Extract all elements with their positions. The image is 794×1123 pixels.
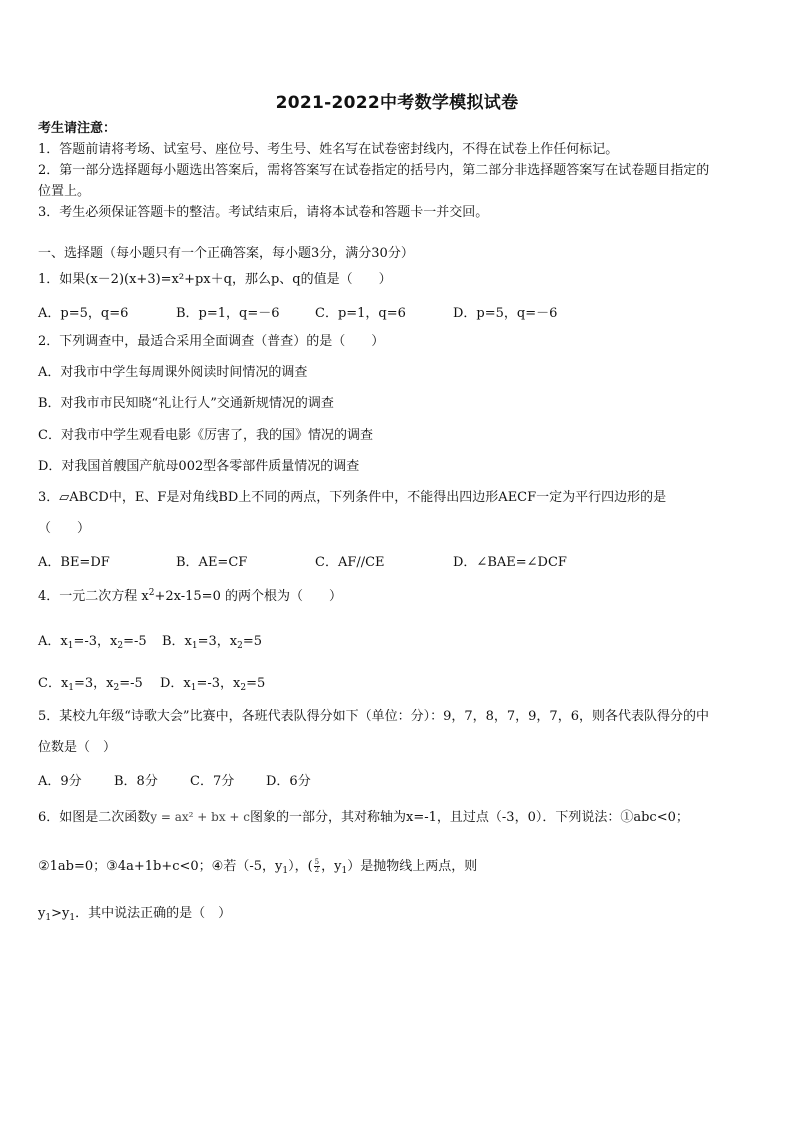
question-6-text: ，y (321, 859, 342, 874)
question-6-text: 6．如图是二次函数 (38, 810, 151, 825)
subscript: 1 (341, 866, 348, 876)
question-2-option-d: D．对我国首艘国产航母002型各零部件质量情况的调查 (38, 459, 360, 474)
subscript: 2 (117, 641, 124, 651)
section-heading: 一、选择题（每小题只有一个正确答案，每小题3分，满分30分） (38, 246, 414, 261)
question-1-option-a: A．p=5，q=6 (38, 306, 129, 321)
question-1-stem: 1．如果(x－2)(x+3)=x²+px＋q，那么p、q的值是（ ） (38, 272, 392, 287)
option-text: =-3，x (73, 634, 118, 649)
option-text: =-5 (123, 634, 147, 649)
question-6-text: y (38, 906, 46, 921)
question-4-option-c (38, 672, 143, 691)
notice-item-1: 1．答题前请将考场、试室号、座位号、考生号、姓名写在试卷密封线内，不得在试卷上作任何标记。 (38, 142, 619, 157)
question-1-option-d: D．p=5，q=－6 (453, 306, 558, 321)
exponent: 2 (148, 588, 155, 598)
option-text: D．x (160, 676, 191, 691)
question-3-option-c: C．AF//CE (315, 555, 385, 570)
subscript: 1 (191, 641, 198, 651)
question-6-text: ）是抛物线上两点，则 (347, 859, 478, 874)
option-text: =-5 (119, 676, 143, 691)
question-1-option-c: C．p=1，q=6 (315, 306, 406, 321)
option-text: =3，x (197, 634, 238, 649)
question-5-stem: 5．某校九年级“诗歌大会”比赛中，各班代表队得分如下（单位：分）：9，7，8，7，9，7，6，则各代表队得分的中 (38, 709, 709, 724)
question-6-text: ．其中说法正确的是（ ） (75, 906, 232, 921)
question-3-option-d: D．∠BAE=∠DCF (453, 555, 567, 570)
question-6-stem (38, 808, 689, 827)
question-5-option-c: C．7分 (190, 774, 235, 789)
question-4-stem-text: 4．一元二次方程 x (38, 589, 149, 604)
notice-item-2-cont: 位置上。 (38, 184, 91, 199)
option-text: =5 (246, 676, 266, 691)
question-6-text: ），( (288, 859, 313, 874)
question-5-option-b: B．8分 (114, 774, 158, 789)
subscript: 2 (113, 683, 120, 693)
subscript: 1 (67, 641, 74, 651)
option-text: =5 (242, 634, 263, 649)
question-2-option-c: C．对我市中学生观看电影《厉害了，我的国》情况的调查 (38, 428, 373, 443)
notice-item-2: 2．第一部分选择题每小题选出答案后，需将答案写在试卷指定的括号内，第二部分非选择题答案写在试卷题目指定的 (38, 163, 710, 178)
option-text: A．x (38, 634, 68, 649)
question-6-line-3 (38, 905, 231, 923)
subscript: 2 (240, 683, 247, 693)
subscript: 2 (237, 641, 243, 651)
subscript: 1 (190, 683, 197, 693)
subscript: 1 (68, 683, 75, 693)
question-6-text: ②1ab=0；③4a+1b+c<0；④若（-5，y (38, 859, 283, 874)
question-2-stem: 2．下列调查中，最适合采用全面调查（普查）的是（ ） (38, 334, 385, 349)
page-title: 2021-2022中考数学模拟试卷 (275, 93, 519, 113)
option-text: B．x (162, 634, 192, 649)
subscript: 1 (45, 913, 52, 923)
subscript: 1 (282, 866, 289, 876)
question-2-option-a: A．对我市中学生每周课外阅读时间情况的调查 (38, 365, 308, 380)
notice-item-3: 3．考生必须保证答题卡的整洁。考试结束后，请将本试卷和答题卡一并交回。 (38, 205, 489, 220)
question-3-option-b: B．AE=CF (176, 555, 248, 570)
question-4-stem (38, 588, 342, 606)
question-3-option-a: A．BE=DF (38, 555, 110, 570)
question-3-stem-parens: （ ） (38, 521, 91, 536)
question-1-option-b: B．p=1，q=－6 (176, 306, 280, 321)
option-text: =3，x (74, 676, 114, 691)
question-2-option-b: B．对我市市民知晓“礼让行人”交通新规情况的调查 (38, 396, 334, 411)
notice-heading: 考生请注意： (38, 121, 117, 136)
subscript: 1 (69, 913, 76, 923)
question-4-option-a (38, 630, 147, 649)
question-5-option-a: A．9分 (38, 774, 82, 789)
question-5-stem-cont: 位数是（ ） (38, 740, 117, 755)
option-text: =-3，x (196, 676, 241, 691)
fraction (314, 859, 320, 874)
option-text: C．x (38, 676, 69, 691)
question-3-stem: 3．▱ABCD中，E、F是对角线BD上不同的两点，下列条件中，不能得出四边形AECF一定为平行四边形的是 (38, 490, 667, 505)
question-5-option-d: D．6分 (266, 774, 311, 789)
question-6-text-cont: 图象的一部分，其对称轴为x=-1，且过点（-3，0）．下列说法：①abc<0； (250, 810, 689, 825)
question-6-line-2 (38, 858, 477, 876)
question-4-stem-text-end: +2x-15=0 的两个根为（ ） (154, 589, 342, 604)
fraction-denominator: 2 (314, 866, 320, 874)
quadratic-formula: y = ax² + bx + c (150, 810, 251, 824)
question-6-text: >y (51, 906, 70, 921)
fraction-numerator: 5 (314, 858, 320, 866)
question-4-option-d (160, 672, 265, 691)
question-4-option-b (162, 630, 262, 649)
